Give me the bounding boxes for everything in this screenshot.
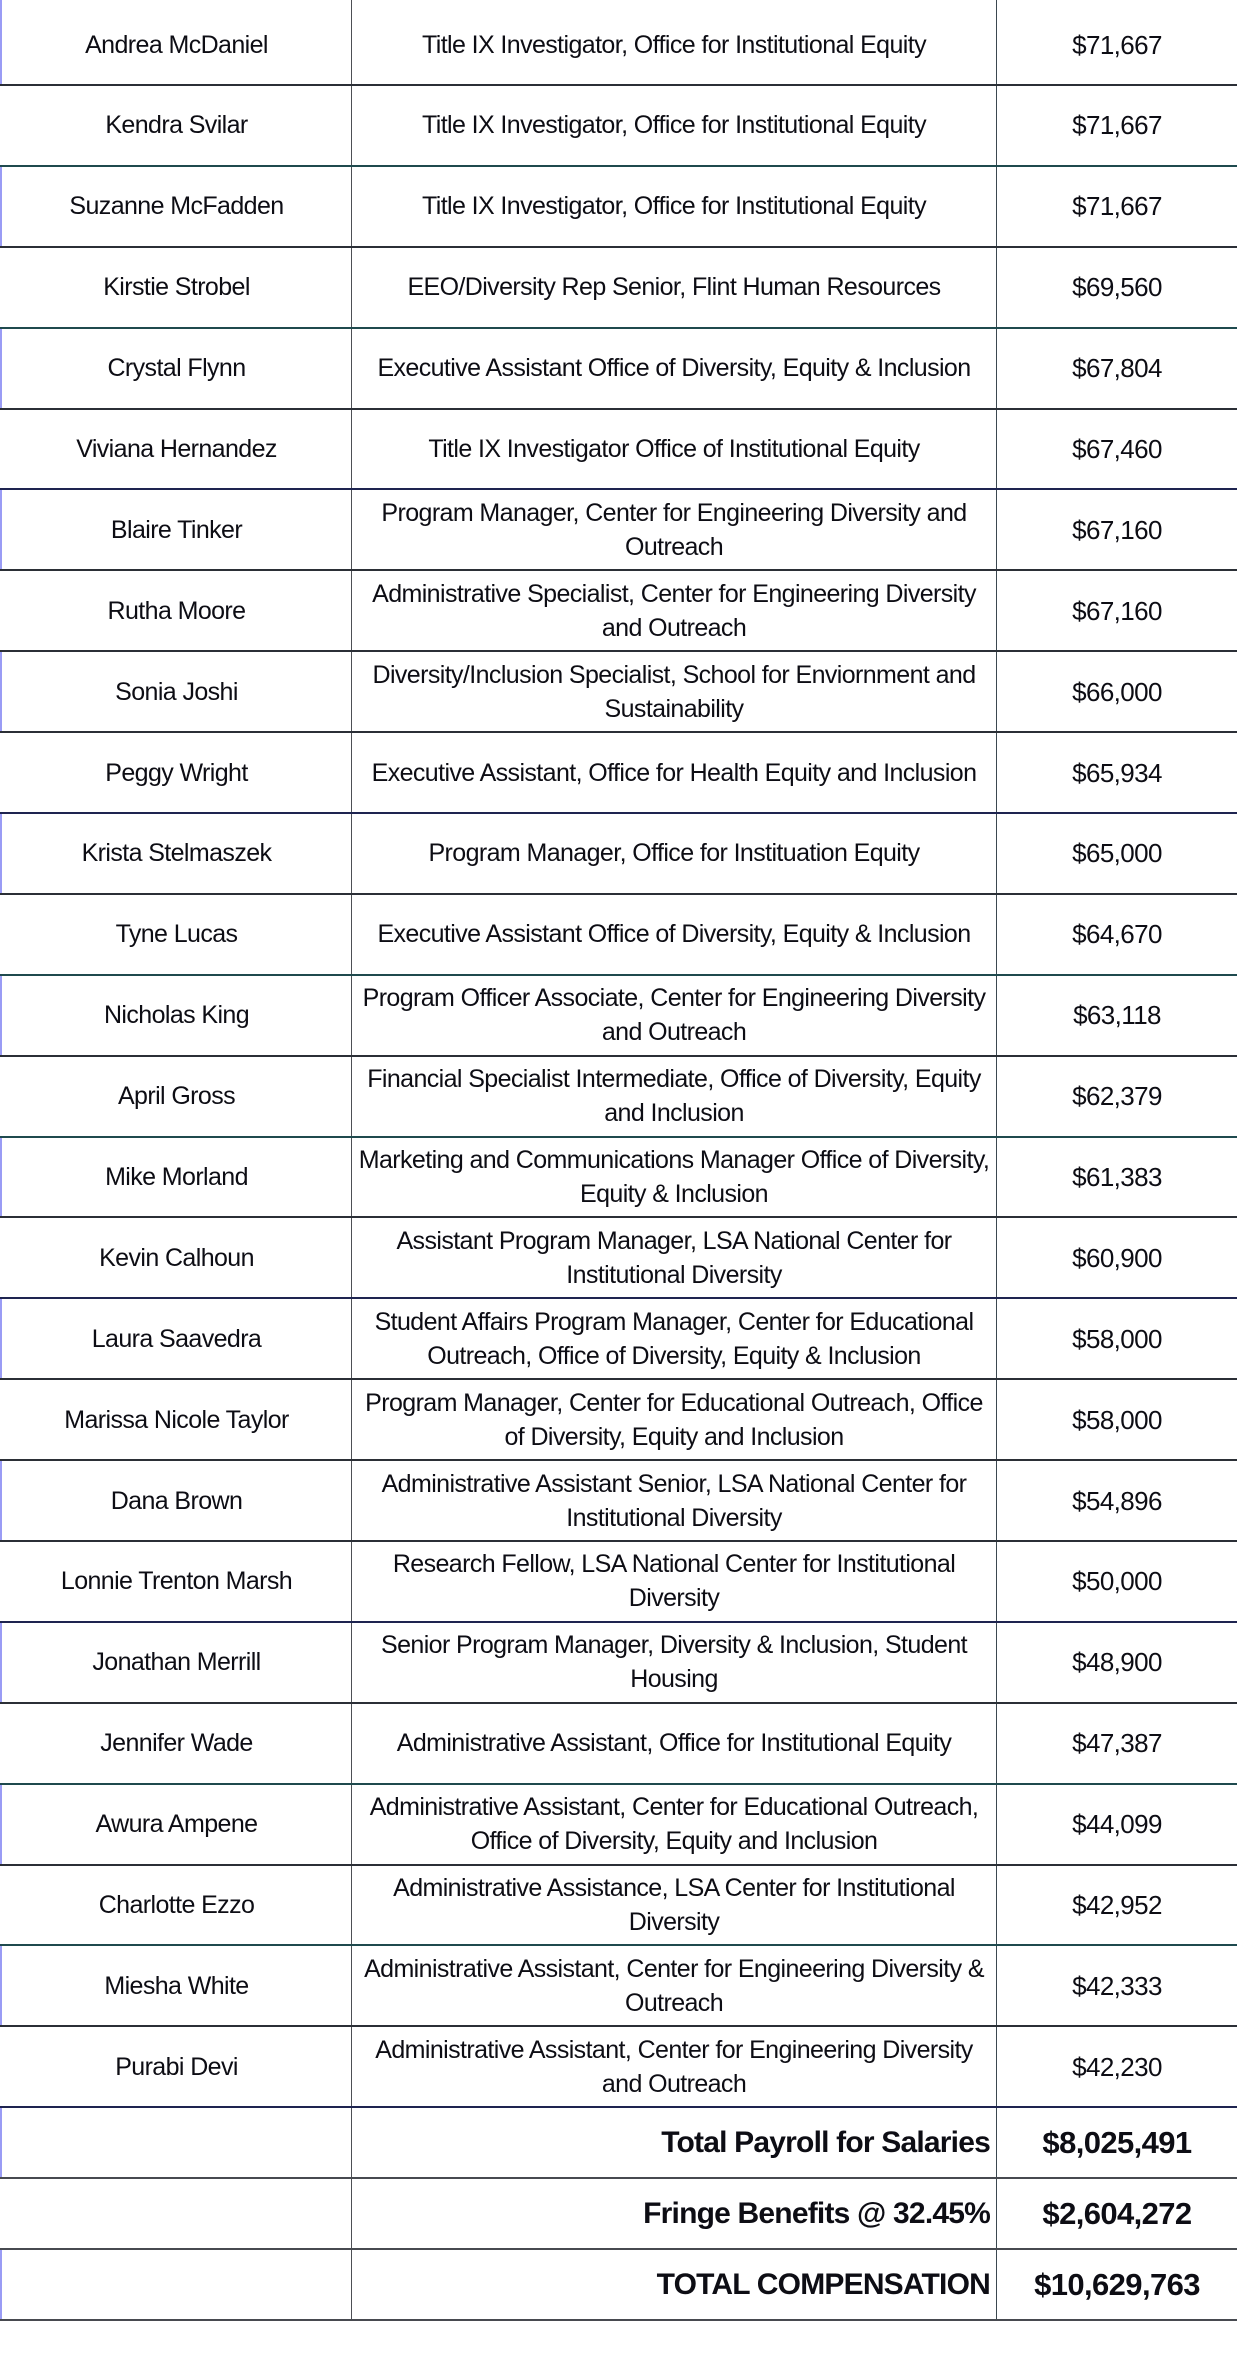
salary: $63,118 (1073, 1000, 1161, 1031)
employee-name: Awura Ampene (0, 1785, 352, 1864)
job-title: Financial Specialist Intermediate, Office of Diversity, Equity and Inclusion (352, 1057, 997, 1136)
total-value: $2,604,272 (1042, 2195, 1192, 2231)
table-row (0, 652, 1237, 733)
table-row (0, 410, 1237, 491)
table-row (0, 814, 1237, 895)
employee-name: Purabi Devi (0, 2027, 352, 2106)
salary: $61,383 (1072, 1162, 1162, 1193)
table-row (0, 248, 1237, 329)
salary: $67,804 (1072, 353, 1162, 384)
employee-name: April Gross (0, 1057, 352, 1136)
job-title: Title IX Investigator, Office for Institutional Equity (352, 86, 997, 165)
salary: $58,000 (1072, 1323, 1162, 1354)
salary: $60,900 (1072, 1242, 1162, 1273)
job-title: Executive Assistant Office of Diversity, Equity & Inclusion (352, 329, 997, 408)
job-title: Program Manager, Center for Engineering Diversity and Outreach (352, 490, 997, 569)
total-value: $10,629,763 (1034, 2266, 1200, 2302)
empty-cell (0, 2250, 352, 2319)
employee-name: Peggy Wright (0, 733, 352, 812)
total-label: TOTAL COMPENSATION (352, 2250, 997, 2319)
table-row (0, 490, 1237, 571)
job-title: Executive Assistant, Office for Health Equity and Inclusion (352, 733, 997, 812)
employee-name: Kirstie Strobel (0, 248, 352, 327)
table-row (0, 5, 1237, 86)
table-row (0, 1946, 1237, 2027)
table-row (0, 167, 1237, 248)
employee-name: Nicholas King (0, 976, 352, 1055)
employee-name: Mike Morland (0, 1138, 352, 1217)
salary: $54,896 (1072, 1485, 1162, 1516)
salary: $48,900 (1072, 1647, 1162, 1678)
job-title: Administrative Specialist, Center for Engineering Diversity and Outreach (352, 571, 997, 650)
total-row (0, 2108, 1237, 2179)
salary: $67,460 (1072, 434, 1162, 464)
job-title: Title IX Investigator, Office for Institutional Equity (352, 167, 997, 246)
salary: $42,230 (1072, 2051, 1162, 2082)
job-title: Student Affairs Program Manager, Center for Educational Outreach, Office of Diversity, Equity & Inclusion (352, 1299, 997, 1378)
table-row (0, 1057, 1237, 1138)
job-title: Administrative Assistant, Office for Institutional Equity (352, 1704, 997, 1783)
salary: $50,000 (1072, 1566, 1162, 1597)
total-label: Fringe Benefits @ 32.45% (352, 2179, 997, 2248)
employee-name: Jennifer Wade (0, 1704, 352, 1783)
job-title: Program Manager, Center for Educational Outreach, Office of Diversity, Equity and Inclusion (352, 1380, 997, 1459)
total-value: $8,025,491 (1042, 2124, 1192, 2160)
employee-name: Miesha White (0, 1946, 352, 2025)
salary: $71,667 (1072, 29, 1162, 60)
total-label: Total Payroll for Salaries (352, 2108, 997, 2177)
salary: $62,379 (1072, 1081, 1162, 1112)
table-row (0, 1704, 1237, 1785)
job-title: Assistant Program Manager, LSA National Center for Institutional Diversity (352, 1218, 997, 1297)
salary: $44,099 (1072, 1809, 1162, 1840)
job-title: EEO/Diversity Rep Senior, Flint Human Resources (352, 248, 997, 327)
job-title: Marketing and Communications Manager Office of Diversity, Equity & Inclusion (352, 1138, 997, 1217)
table-row (0, 1299, 1237, 1380)
salary: $65,000 (1072, 838, 1162, 869)
employee-name: Sonia Joshi (0, 652, 352, 731)
job-title: Program Manager, Office for Instituation Equity (352, 814, 997, 893)
table-row (0, 1138, 1237, 1219)
employee-name: Viviana Hernandez (0, 410, 352, 489)
employee-name: Lonnie Trenton Marsh (0, 1542, 352, 1621)
employee-name: Kendra Svilar (0, 86, 352, 165)
table-row (0, 2027, 1237, 2108)
employee-name: Charlotte Ezzo (0, 1866, 352, 1945)
salary: $67,160 (1072, 514, 1162, 545)
empty-cell (0, 2179, 352, 2248)
employee-name: Tyne Lucas (0, 895, 352, 974)
job-title: Executive Assistant Office of Diversity, Equity & Inclusion (352, 895, 997, 974)
table-row (0, 571, 1237, 652)
table-row (0, 329, 1237, 410)
salary: $71,667 (1072, 110, 1162, 141)
employee-name: Kevin Calhoun (0, 1218, 352, 1297)
employee-name: Andrea McDaniel (0, 5, 352, 84)
table-row (0, 1380, 1237, 1461)
job-title: Research Fellow, LSA National Center for Institutional Diversity (352, 1542, 997, 1621)
job-title: Administrative Assistant, Center for Engineering Diversity and Outreach (352, 2027, 997, 2106)
employee-name: Suzanne McFadden (0, 167, 352, 246)
job-title: Title IX Investigator, Office for Institutional Equity (352, 5, 997, 84)
job-title: Senior Program Manager, Diversity & Inclusion, Student Housing (352, 1623, 997, 1702)
salary: $47,387 (1072, 1728, 1162, 1759)
salary: $64,670 (1072, 919, 1162, 950)
salary: $58,000 (1072, 1404, 1162, 1435)
table-row (0, 1623, 1237, 1704)
table-row (0, 733, 1237, 814)
salary: $71,667 (1072, 191, 1162, 222)
employee-name: Crystal Flynn (0, 329, 352, 408)
table-row (0, 1542, 1237, 1623)
salary: $65,934 (1072, 757, 1162, 788)
job-title: Administrative Assistant, Center for Engineering Diversity & Outreach (352, 1946, 997, 2025)
total-row (0, 2179, 1237, 2250)
job-title: Program Officer Associate, Center for Engineering Diversity and Outreach (352, 976, 997, 1055)
table-row (0, 976, 1237, 1057)
employee-name: Blaire Tinker (0, 490, 352, 569)
job-title: Administrative Assistance, LSA Center for Institutional Diversity (352, 1866, 997, 1945)
salary: $42,952 (1072, 1890, 1162, 1921)
table-row (0, 1785, 1237, 1866)
job-title: Administrative Assistant Senior, LSA National Center for Institutional Diversity (352, 1461, 997, 1540)
salary: $42,333 (1072, 1970, 1162, 2001)
job-title: Administrative Assistant, Center for Educational Outreach, Office of Diversity, Equity and Inclusion (352, 1785, 997, 1864)
total-row (0, 2250, 1237, 2321)
employee-name: Krista Stelmaszek (0, 814, 352, 893)
table-row (0, 1461, 1237, 1542)
salary: $69,560 (1072, 272, 1162, 303)
salary-table (0, 5, 1237, 2321)
table-row (0, 86, 1237, 167)
job-title: Diversity/Inclusion Specialist, School for Enviornment and Sustainability (352, 652, 997, 731)
job-title: Title IX Investigator Office of Institutional Equity (352, 410, 997, 489)
employee-name: Jonathan Merrill (0, 1623, 352, 1702)
employee-name: Rutha Moore (0, 571, 352, 650)
salary: $66,000 (1072, 676, 1162, 707)
empty-cell (0, 2108, 352, 2177)
table-row (0, 1866, 1237, 1947)
table-row (0, 1218, 1237, 1299)
employee-name: Marissa Nicole Taylor (0, 1380, 352, 1459)
table-row (0, 895, 1237, 976)
employee-name: Dana Brown (0, 1461, 352, 1540)
salary: $67,160 (1072, 595, 1162, 626)
employee-name: Laura Saavedra (0, 1299, 352, 1378)
